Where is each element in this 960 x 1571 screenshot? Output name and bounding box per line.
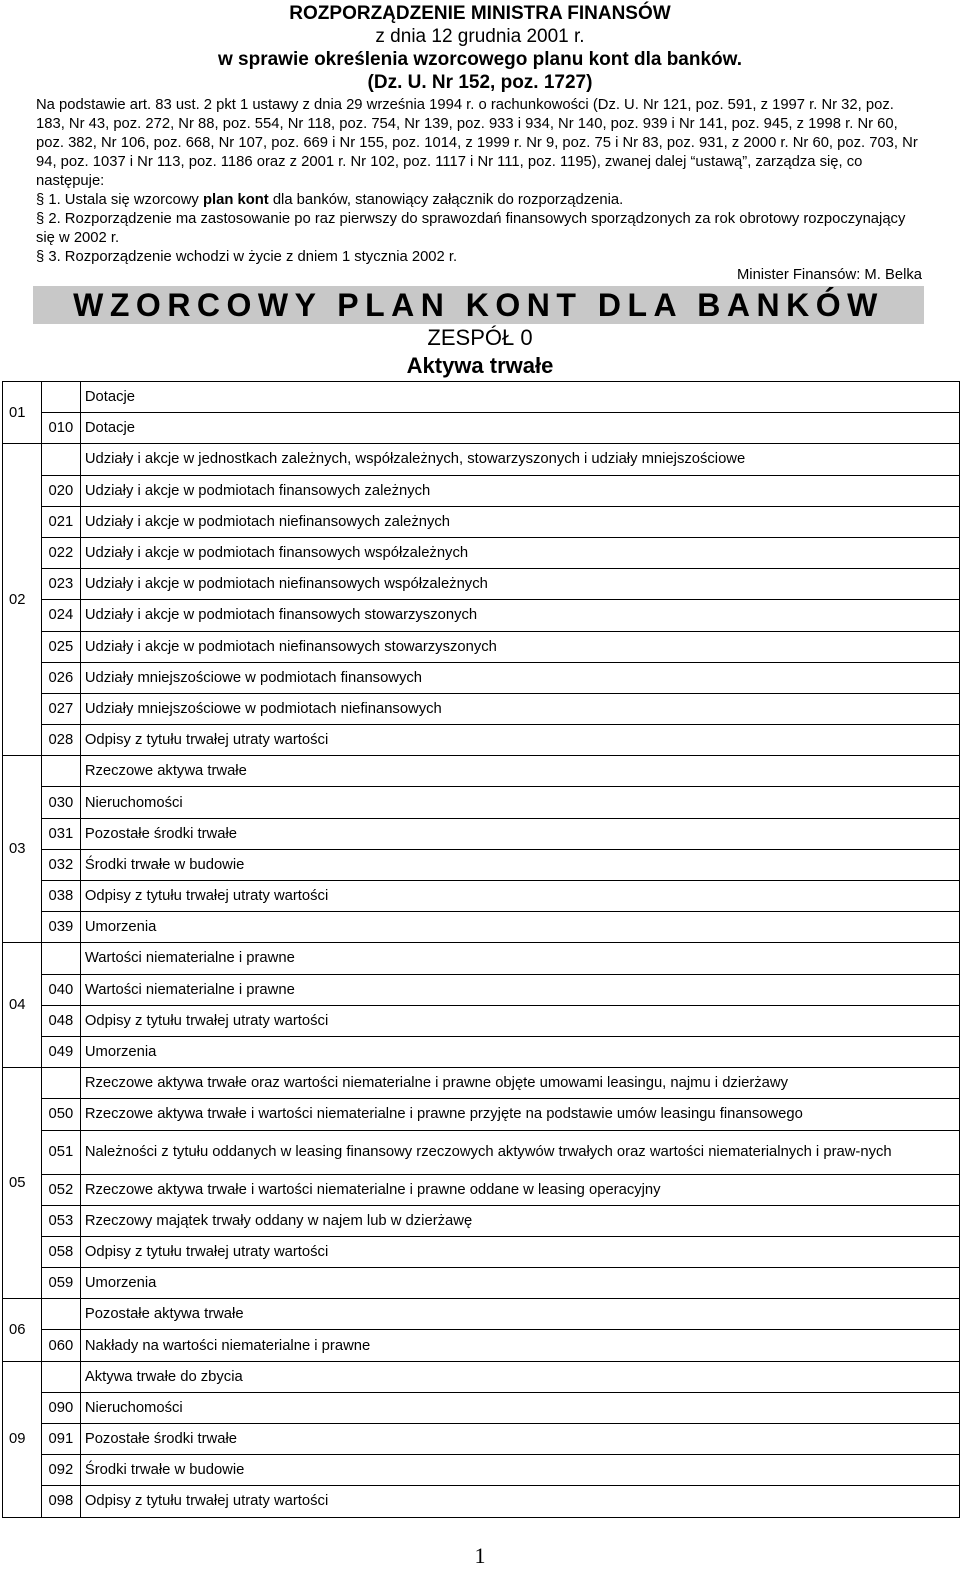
table-row bbox=[3, 1205, 960, 1236]
table-row bbox=[3, 881, 960, 912]
account-number: 023 bbox=[41, 569, 80, 600]
group-code: 01 bbox=[3, 382, 42, 444]
account-name: Udziały mniejszościowe w podmiotach niefinansowych bbox=[80, 693, 959, 724]
group-code: 02 bbox=[3, 444, 42, 756]
table-row bbox=[3, 1299, 960, 1330]
account-number: 060 bbox=[41, 1330, 80, 1361]
section-1-end: dla banków, stanowiący załącznik do rozporządzenia. bbox=[268, 192, 624, 208]
table-row bbox=[3, 1486, 960, 1517]
section-1 bbox=[36, 191, 926, 210]
account-name: Pozostałe aktywa trwałe bbox=[80, 1299, 959, 1330]
table-row bbox=[3, 818, 960, 849]
group-code: 04 bbox=[3, 943, 42, 1068]
account-name: Rzeczowe aktywa trwałe i wartości niematerialne i prawne oddane w leasing operacyjny bbox=[80, 1174, 959, 1205]
account-name: Pozostałe środki trwałe bbox=[80, 818, 959, 849]
account-number: 050 bbox=[41, 1099, 80, 1130]
account-number: 024 bbox=[41, 600, 80, 631]
account-name: Nieruchomości bbox=[80, 1392, 959, 1423]
zespol-label: ZESPÓŁ 0 bbox=[427, 325, 533, 350]
account-name: Udziały i akcje w podmiotach niefinansowych stowarzyszonych bbox=[80, 631, 959, 662]
account-number: 092 bbox=[41, 1455, 80, 1486]
account-number: 032 bbox=[41, 849, 80, 880]
account-number bbox=[41, 382, 80, 413]
account-name: Dotacje bbox=[80, 413, 959, 444]
section-1-bold: plan kont bbox=[202, 192, 269, 208]
account-number: 038 bbox=[41, 881, 80, 912]
regulation-date: z dnia 12 grudnia 2001 r. bbox=[375, 26, 585, 47]
account-number: 021 bbox=[41, 506, 80, 537]
account-name: Udziały i akcje w podmiotach finansowych współzależnych bbox=[80, 537, 959, 568]
table-row bbox=[3, 1130, 960, 1174]
table-row bbox=[3, 475, 960, 506]
account-name: Pozostałe środki trwałe bbox=[80, 1424, 959, 1455]
account-name: Udziały mniejszościowe w podmiotach finansowych bbox=[80, 662, 959, 693]
table-row bbox=[3, 787, 960, 818]
account-number: 010 bbox=[41, 413, 80, 444]
table-row bbox=[3, 1424, 960, 1455]
account-name: Rzeczowe aktywa trwałe i wartości niematerialne i prawne przyjęte na podstawie umów leasingu finansowego bbox=[80, 1099, 959, 1130]
account-number bbox=[41, 444, 80, 475]
group-code: 06 bbox=[3, 1299, 42, 1361]
account-name: Umorzenia bbox=[80, 1036, 959, 1067]
account-number bbox=[41, 1361, 80, 1392]
account-number: 048 bbox=[41, 1005, 80, 1036]
group-code: 05 bbox=[3, 1068, 42, 1299]
account-name: Rzeczowe aktywa trwałe bbox=[80, 756, 959, 787]
regulation-subject: w sprawie określenia wzorcowego planu kont dla banków. bbox=[217, 49, 743, 70]
account-number: 059 bbox=[41, 1268, 80, 1299]
account-name: Dotacje bbox=[80, 382, 959, 413]
group-code: 03 bbox=[3, 756, 42, 943]
regulation-title: ROZPORZĄDZENIE MINISTRA FINANSÓW bbox=[289, 3, 671, 24]
table-row bbox=[3, 1330, 960, 1361]
signer: Minister Finansów: M. Belka bbox=[736, 267, 922, 283]
table-row bbox=[3, 631, 960, 662]
table-row bbox=[3, 506, 960, 537]
table-row bbox=[3, 600, 960, 631]
section-2: § 2. Rozporządzenie ma zastosowanie po raz pierwszy do sprawozdań finansowych sporządzonych za rok obrotowy rozpoczynający się w 2002 r. bbox=[36, 211, 906, 246]
account-name: Nieruchomości bbox=[80, 787, 959, 818]
account-number: 039 bbox=[41, 912, 80, 943]
account-number: 052 bbox=[41, 1174, 80, 1205]
account-name: Odpisy z tytułu trwałej utraty wartości bbox=[80, 1486, 959, 1517]
account-number: 025 bbox=[41, 631, 80, 662]
account-number: 026 bbox=[41, 662, 80, 693]
account-name: Udziały i akcje w podmiotach finansowych stowarzyszonych bbox=[80, 600, 959, 631]
account-name: Udziały i akcje w podmiotach niefinansowych zależnych bbox=[80, 506, 959, 537]
table-row bbox=[3, 444, 960, 475]
table-row bbox=[3, 537, 960, 568]
section-1-start: § 1. Ustala się wzorcowy bbox=[36, 192, 203, 208]
account-name: Środki trwałe w budowie bbox=[80, 1455, 959, 1486]
account-number: 049 bbox=[41, 1036, 80, 1067]
table-row bbox=[3, 1268, 960, 1299]
table-row bbox=[3, 1068, 960, 1099]
account-name: Nakłady na wartości niematerialne i prawne bbox=[80, 1330, 959, 1361]
table-row bbox=[3, 1036, 960, 1067]
table-row bbox=[3, 1099, 960, 1130]
section-3: § 3. Rozporządzenie wchodzi w życie z dniem 1 stycznia 2002 r. bbox=[36, 249, 458, 265]
account-number: 027 bbox=[41, 693, 80, 724]
account-number: 020 bbox=[41, 475, 80, 506]
account-number: 098 bbox=[41, 1486, 80, 1517]
account-number: 058 bbox=[41, 1236, 80, 1267]
account-number: 051 bbox=[41, 1130, 80, 1174]
table-row bbox=[3, 1361, 960, 1392]
account-name: Wartości niematerialne i prawne bbox=[80, 974, 959, 1005]
account-number bbox=[41, 1068, 80, 1099]
account-name: Wartości niematerialne i prawne bbox=[80, 943, 959, 974]
account-number: 031 bbox=[41, 818, 80, 849]
page-number: 1 bbox=[474, 1543, 486, 1568]
table-row bbox=[3, 1236, 960, 1267]
account-number: 040 bbox=[41, 974, 80, 1005]
account-number bbox=[41, 1299, 80, 1330]
table-row bbox=[3, 413, 960, 444]
account-name: Rzeczowy majątek trwały oddany w najem lub w dzierżawę bbox=[80, 1205, 959, 1236]
zespol-title: Aktywa trwałe bbox=[406, 353, 554, 378]
table-row bbox=[3, 1174, 960, 1205]
account-number: 091 bbox=[41, 1424, 80, 1455]
table-row bbox=[3, 1005, 960, 1036]
table-row bbox=[3, 849, 960, 880]
account-name: Odpisy z tytułu trwałej utraty wartości bbox=[80, 881, 959, 912]
table-row bbox=[3, 1392, 960, 1423]
account-name: Umorzenia bbox=[80, 912, 959, 943]
table-row bbox=[3, 382, 960, 413]
account-name: Aktywa trwałe do zbycia bbox=[80, 1361, 959, 1392]
account-name: Umorzenia bbox=[80, 1268, 959, 1299]
account-name: Należności z tytułu oddanych w leasing finansowy rzeczowych aktywów trwałych oraz wartości niematerialnych i praw-nych bbox=[80, 1130, 959, 1174]
group-code: 09 bbox=[3, 1361, 42, 1517]
account-name: Odpisy z tytułu trwałej utraty wartości bbox=[80, 1236, 959, 1267]
account-name: Odpisy z tytułu trwałej utraty wartości bbox=[80, 1005, 959, 1036]
account-number: 090 bbox=[41, 1392, 80, 1423]
table-row bbox=[3, 756, 960, 787]
table-row bbox=[3, 974, 960, 1005]
table-row bbox=[3, 1455, 960, 1486]
accounts-table bbox=[2, 381, 960, 1518]
account-number: 022 bbox=[41, 537, 80, 568]
account-number: 028 bbox=[41, 725, 80, 756]
plan-banner: WZORCOWY PLAN KONT DLA BANKÓW bbox=[33, 286, 924, 324]
account-name: Udziały i akcje w jednostkach zależnych, współzależnych, stowarzyszonych i udziały mniejszościowe bbox=[80, 444, 959, 475]
account-name: Środki trwałe w budowie bbox=[80, 849, 959, 880]
account-name: Udziały i akcje w podmiotach finansowych zależnych bbox=[80, 475, 959, 506]
table-row bbox=[3, 725, 960, 756]
preamble-paragraph: Na podstawie art. 83 ust. 2 pkt 1 ustawy z dnia 29 września 1994 r. o rachunkowości (Dz. U. Nr 121, poz. 591, z 1997 r. Nr 32, poz. 183, Nr 43, poz. 272, Nr 88, poz. 554, Nr 118, poz. 754, Nr 139, poz. 933 i 934, Nr 140, poz. 939 i Nr 141, poz. 945, z 1998 r. Nr 60, poz. 382, Nr 106, poz. 668, Nr 107, poz. 669 i Nr 155, poz. 1014, z 1999 r. Nr 9, poz. 75 i Nr 83, poz. 931, z 2000 r. Nr 60, poz. 703, Nr 94, poz. 1037 i Nr 113, poz. 1186 oraz z 2001 r. Nr 102, poz. 1117 i Nr 111, poz. 1195), zwanej dalej “ustawą”, zarządza się, co następuje: bbox=[36, 97, 918, 189]
table-row bbox=[3, 662, 960, 693]
account-name: Odpisy z tytułu trwałej utraty wartości bbox=[80, 725, 959, 756]
account-number: 030 bbox=[41, 787, 80, 818]
table-row bbox=[3, 693, 960, 724]
journal-reference: (Dz. U. Nr 152, poz. 1727) bbox=[367, 72, 593, 93]
table-row bbox=[3, 943, 960, 974]
account-number: 053 bbox=[41, 1205, 80, 1236]
account-name: Rzeczowe aktywa trwałe oraz wartości niematerialne i prawne objęte umowami leasingu, najmu i dzierżawy bbox=[80, 1068, 959, 1099]
table-row bbox=[3, 569, 960, 600]
account-number bbox=[41, 943, 80, 974]
table-row bbox=[3, 912, 960, 943]
account-number bbox=[41, 756, 80, 787]
account-name: Udziały i akcje w podmiotach niefinansowych współzależnych bbox=[80, 569, 959, 600]
